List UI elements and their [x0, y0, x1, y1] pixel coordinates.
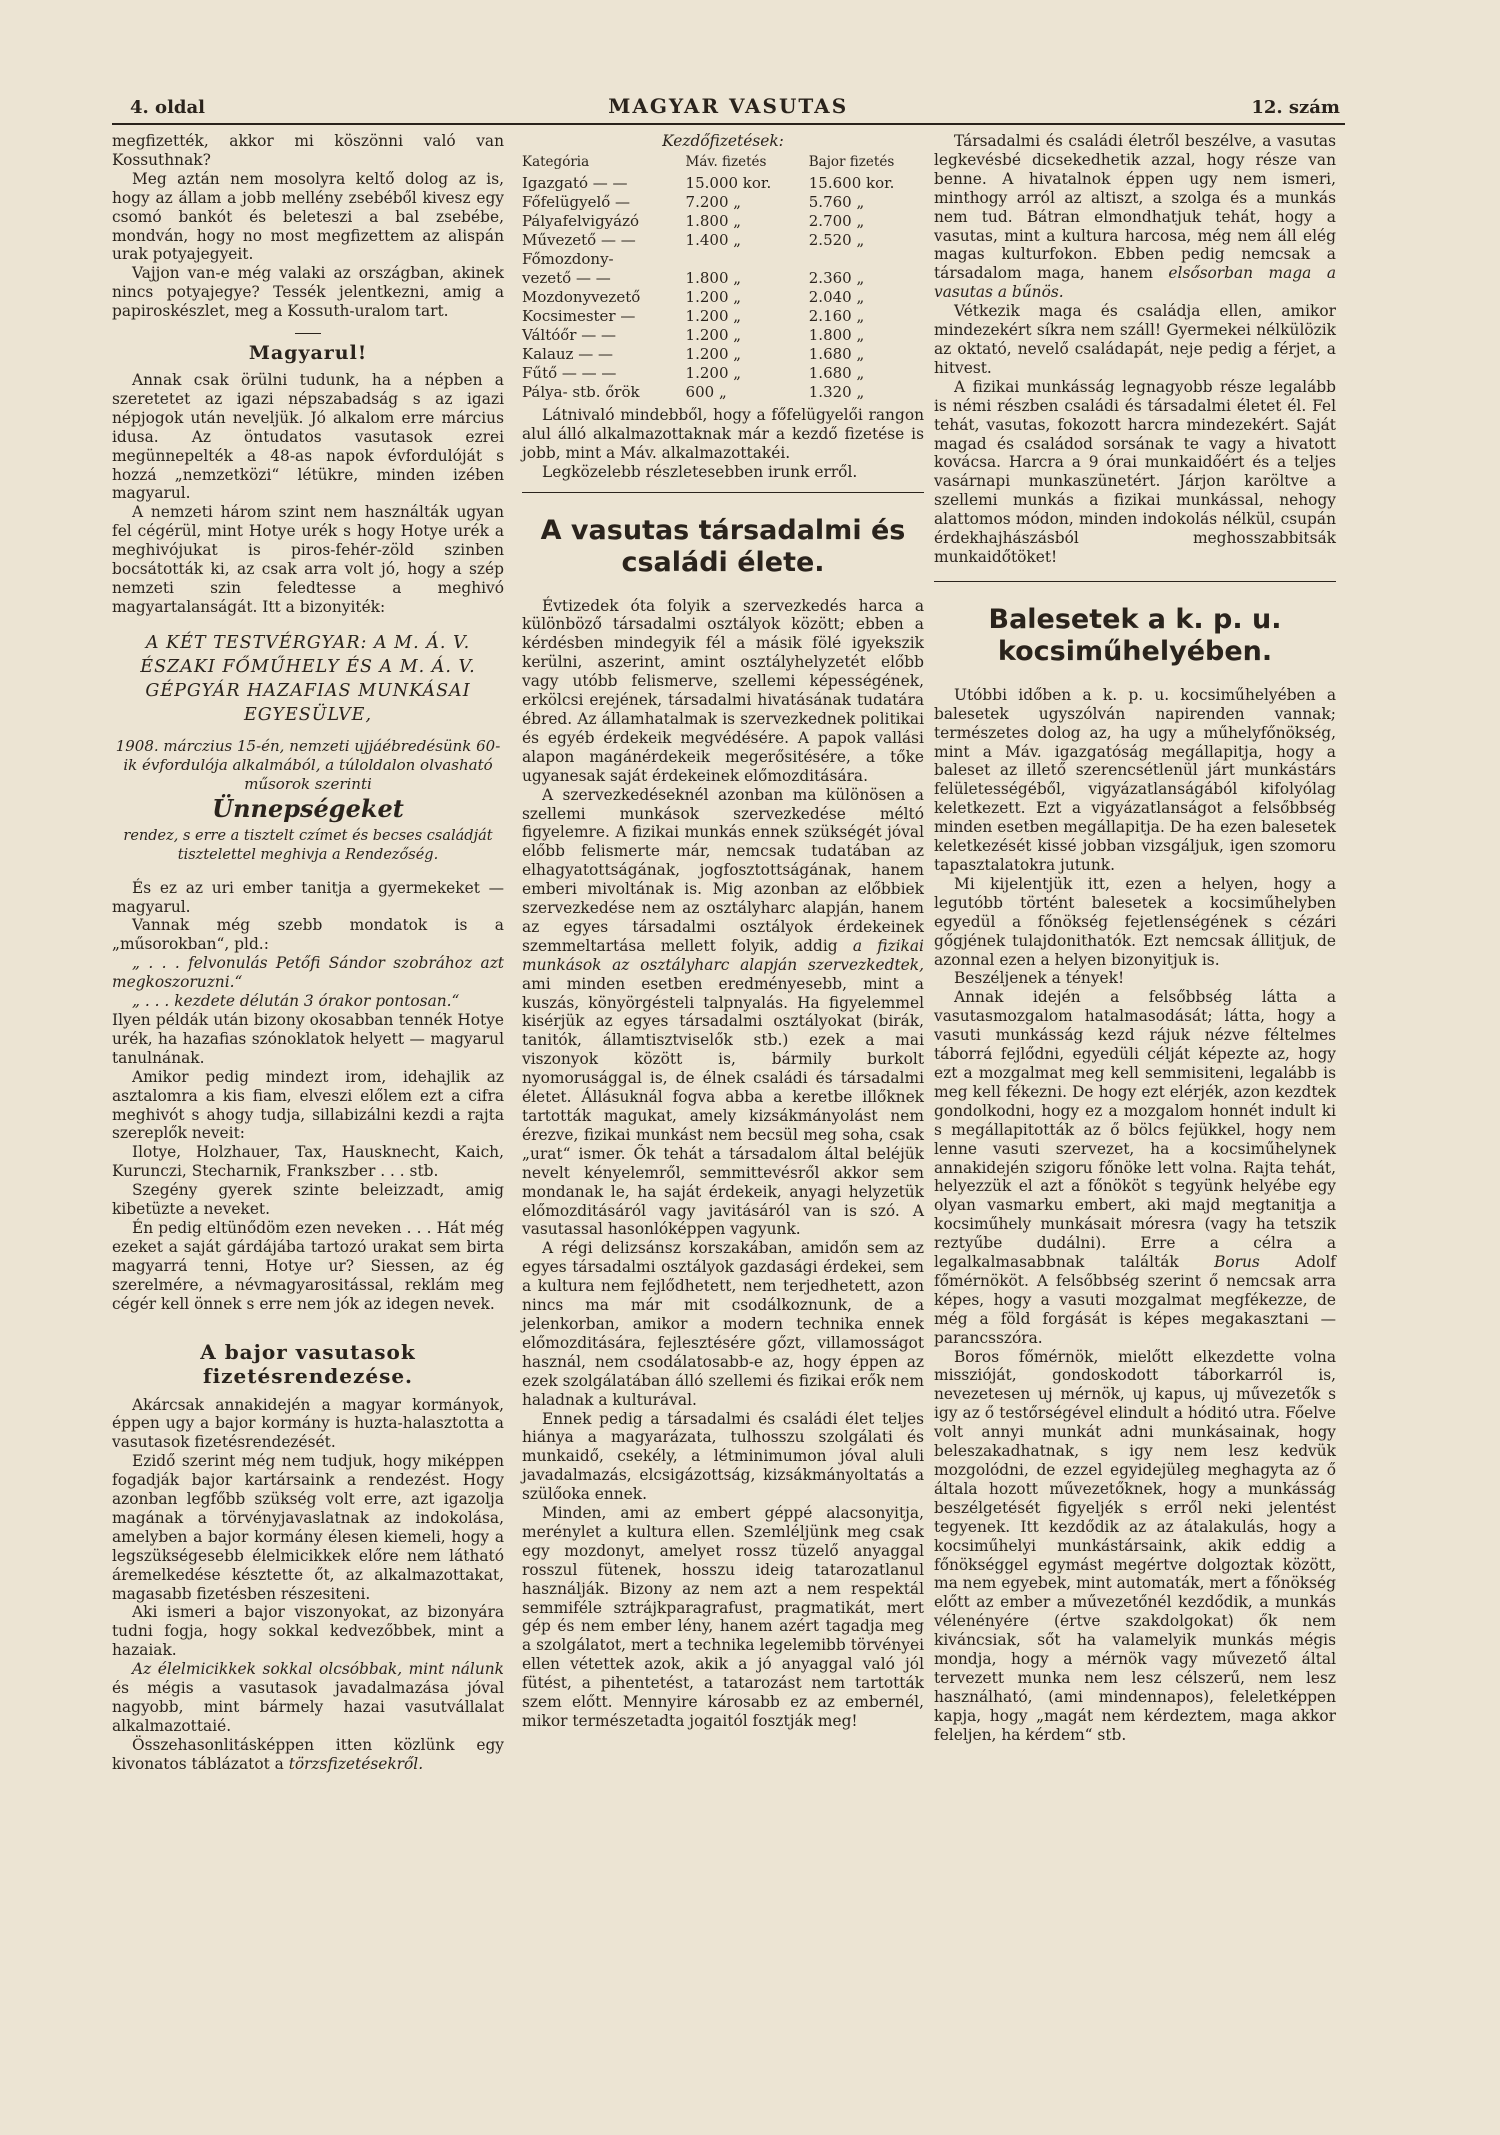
category-cell: Pálya- stb. őrök: [522, 382, 640, 401]
text-run: Annak idején a felsőbbség látta a vasutasmozgalom hatalmasodását; látta, hogy a vasuti munkásság kezd rájuk nézve féltelmes táborrá fejlődni, egyedüli célját képezte az, hogy ezt a mozgalmat meg kell semmisiteni, legalább is meg kell fékezni. De hogy ezt elérjék, azon kezdtek gondolkodni, hogy ez a mozgalom honnét indult ki s megállapitották az ő bölcs fejükkel, hogy nem lenne vasuti szervezet, ha a kocsiműhelynek annakidején szigoru főnöke lett volna. Rajta tehát, helyezzük el azt a főnököt s tegyünk helyébe egy olyan vasmarku embert, aki majd megtanitja a kocsiműhely munkásait móresra (vagy ha tetszik reztyűbe dudálni). Erre a célra a legalkalmasabbnak találták: [934, 988, 1336, 1272]
table-row: [522, 364, 924, 383]
mav-salary-cell: 1.200 „: [685, 287, 742, 306]
category-cell: Főmozdony-: [522, 249, 614, 268]
paragraph: A fizikai munkásság legnagyobb része legalább is némi részben családi és társadalmi életet él. Fel tehát, vasutas, fokozott harcra mindezekért. Saját magad és családod sorsának te vagy a hivatott kovácsa. Harcra a 9 órai munkaidőért és a teljes vasárnapi munkaszünetért. Járjon karöltve a szellemi munkás a fizikai munkással, nehogy alattomos módon, minden indokolás nélkül, csupán érdekhajhászásból meghosszabbitsák munkaidőtöket!: [934, 377, 1336, 566]
column-header: Bajor fizetés: [808, 153, 895, 170]
paragraph: [112, 1660, 504, 1736]
mav-salary-cell: 1.200 „: [685, 306, 742, 325]
paragraph: Amikor pedig mindezt irom, idehajlik az asztalomra a kis fiam, elveszi előlem ezt a cifra meghivót s ahogy tudja, sillabizálni kezdi a rajta szereplők neveit:: [112, 1067, 504, 1143]
category-cell: Mozdonyvezető: [522, 287, 641, 306]
paragraph: [112, 1736, 504, 1774]
table-row: [522, 231, 924, 250]
column-header: Kategória: [522, 153, 590, 170]
table-body: [522, 174, 924, 402]
bajor-salary-cell: 1.680 „: [808, 344, 865, 363]
divider: [522, 492, 924, 493]
paragraph: Vajjon van-e még valaki az országban, akinek nincs potyajegye? Tessék jelentkezni, amig a papiroskészlet, meg a Kossuth-uralom tart.: [112, 264, 504, 321]
invitation-title: A KÉT TESTVÉRGYAR: A M. Á. V. ÉSZAKI FŐMŰHELY ÉS A M. Á. V. GÉPGYÁR HAZAFIAS MUNKÁSAI EGYESÜLVE,: [140, 632, 476, 725]
paragraph: Aki ismeri a bajor viszonyokat, az bizonyára tudni fogja, hogy sokkal kedvezőbbek, mint a hazaiak.: [112, 1603, 504, 1660]
bajor-salary-cell: 15.600 kor.: [808, 173, 895, 192]
table-row: [522, 269, 924, 288]
category-cell: Kalauz — —: [522, 344, 613, 363]
bajor-salary-cell: 5.760 „: [808, 192, 865, 211]
table-row: [522, 288, 924, 307]
table-row: [522, 174, 924, 193]
column-2: [522, 132, 924, 1731]
invitation-text: 1908. márczius 15-én, nemzeti ujjáébredésünk 60-ik évfordulója alkalmából, a túloldalon olvasható műsorok szerinti: [115, 736, 501, 793]
paragraph: Vannak még szebb mondatok is a „műsorokban“, pld.:: [112, 916, 504, 954]
emphasis: Az élelmicikkek sokkal olcsóbbak, mint nálunk: [132, 1660, 504, 1679]
text-run: és mégis a vasutasok javadalmazása jóval nagyobb, mint bármely hazai vasutvállalat alkalmazottaié.: [112, 1679, 504, 1735]
emphasis: a fizikai munkások az osztályharc alapján szervezkedtek,: [522, 936, 924, 974]
table-row: [522, 212, 924, 231]
divider: [295, 333, 321, 334]
text-run: Adolf főmérnököt. A felsőbbség szerint ő nemcsak arra képes, hogy a vasuti mozgalmat megfékezze, de még a föld forgását is képes megakasztani — parancsszóra.: [934, 1253, 1336, 1347]
column-3: [934, 132, 1336, 1745]
paragraph: Ilotye, Holzhauer, Tax, Hausknecht, Kaich, Kurunczi, Stecharnik, Frankszber . . . stb.: [112, 1143, 504, 1181]
paragraph: Legközelebb részletesebben irunk erről.: [542, 462, 858, 481]
emphasis: törzsfizetésekről.: [288, 1754, 424, 1773]
bajor-salary-cell: 2.040 „: [808, 287, 865, 306]
paragraph: Utóbbi időben a k. p. u. kocsiműhelyében a balesetek ugyszólván napirenden vannak; természetes dolog az, ha ugy a műhelyfőnökség, mint a Máv. igazgatóság megállapitja, hogy a baleset az illető szerencsétlenül járt munkástárs felületességéből, vigyázatlanságából kifolyólag keletkezett. Ezt a vigyázatlanságot a felsőbbség minden esetben megállapitja. De ha ezen balesetek keletkezését kissé jobban vizsgáljuk, igen szomoru tapasztalatokra jutunk.: [934, 685, 1336, 874]
newspaper-title: MAGYAR VASUTAS: [608, 94, 849, 118]
paragraph: A régi delizsánsz korszakában, amidőn sem az egyes társadalmi osztályok gazdasági érdekei, sem a kultura nem fejlődhetett, nem terjedhetett, azon nincs ma már mit csodálkoznunk, de a jelenkorban, amikor a modern technika ennek előmozditására, fejlesztésére gőzt, villamosságot használ, nem csodálatosabb-e az, hogy éppen az ezek szolgálatában álló szellemi és fizikai erők nem haladnak a kulturával.: [522, 1239, 924, 1409]
paragraph: [934, 132, 1336, 302]
bajor-salary-cell: 1.320 „: [808, 382, 865, 401]
mav-salary-cell: 7.200 „: [685, 192, 742, 211]
mav-salary-cell: 1.200 „: [685, 325, 742, 344]
table-row: [522, 193, 924, 212]
table-row: [522, 383, 924, 402]
mav-salary-cell: 600 „: [685, 382, 727, 401]
bajor-salary-cell: 2.700 „: [808, 211, 865, 230]
page-header: [130, 94, 1340, 118]
paragraph: Szegény gyerek szinte beleizzadt, amig kibetüzte a neveket.: [112, 1181, 504, 1219]
salary-table: [522, 153, 924, 402]
category-cell: Igazgató — —: [522, 173, 628, 192]
mav-salary-cell: 1.800 „: [685, 268, 742, 287]
paragraph: megfizették, akkor mi köszönni való van Kossuthnak?: [112, 132, 504, 169]
bajor-salary-cell: 2.520 „: [808, 230, 865, 249]
quote: „ . . . kezdete délután 3 órakor pontosan.“: [132, 992, 460, 1011]
category-cell: Kocsimester —: [522, 306, 636, 325]
issue-number: 12. szám: [1251, 97, 1340, 118]
mav-salary-cell: [678, 250, 801, 269]
paragraph: Meg aztán nem mosolyra keltő dolog az is, hogy az állam a jobb mellény zsebéből kivesz egy csomó bankót és beleteszi a bal zsebébe, mondván, hogy no most megfizettem az alispán urak potyajegyeit.: [112, 169, 504, 264]
paragraph: Vétkezik maga és családja ellen, amikor mindezekért síkra nem száll! Gyermekei nélkülözik az oktató, nevelő családapát, neje pedig a férjet, a hitvest.: [934, 302, 1336, 377]
divider: [934, 581, 1336, 582]
paragraph: Beszéljenek a tények!: [954, 969, 1125, 988]
mav-salary-cell: 1.400 „: [685, 230, 742, 249]
headline-balesetek: Balesetek a k. p. u. kocsiműhelyében.: [988, 603, 1282, 667]
emphasis: elsősorban maga a vasutas a bűnös.: [934, 264, 1336, 302]
paragraph: Ilyen példák után bizony okosabban tennék Hotye urék, ha hazafias szónoklatok helyett — magyarul tanulnának.: [112, 1011, 504, 1067]
table-caption: Kezdőfizetések:: [662, 132, 784, 150]
paragraph: Én pedig eltünődöm ezen neveken . . . Hát még ezeket a saját gárdájába tartozó urakat sem birta magyarrá tenni, Hotye ur? Siessen, az ég szerelmére, a névmagyarositással, reklám meg cégér kell önnek s erre nem jók az idegen nevek.: [112, 1218, 504, 1313]
category-cell: vezető — —: [522, 268, 611, 287]
table-row: [522, 307, 924, 326]
paragraph: [522, 786, 924, 1240]
category-cell: Pályafelvigyázó: [522, 211, 640, 230]
quote: „ . . . felvonulás Petőfi Sándor szobrához azt megkoszoruzni.“: [112, 954, 504, 992]
category-cell: Fűtő — — —: [522, 363, 617, 382]
paragraph: [934, 988, 1336, 1347]
mav-salary-cell: 1.800 „: [685, 211, 742, 230]
column-1: [112, 132, 504, 1774]
paragraph: Évtizedek óta folyik a szervezkedés harca a különböző társadalmi osztályok között; ebben a kérdésben mindegyik fél a másik fölé igyekszik kerülni, aszerint, amint osztályhelyzetét előbb vagy utóbb felismerve, szellemi képességének, erkölcsi erejének, társadalmi hivatásának tudatára ébred. Az államhatalmak is szervezkednek politikai és egyéb érdekeik megvédésére. A papok vallási alapon magánérdekeik megerősitésére, a tőke ugyanesak saját érdekeinek előmozditására.: [522, 596, 924, 785]
paragraph: Akárcsak annakidején a magyar kormányok, éppen ugy a bajor kormány is huzta-halasztotta a vasutasok fizetésrendezését.: [112, 1395, 504, 1452]
text-run: A szervezkedéseknél azonban ma különösen a szellemi munkások szervezkedése méltó figyelemre. A fizikai munkás ennek szükségét jóval előbb felismerte már, nemcsak tudatában az elhagyatottságának, jogfosztottságának, hanem emberi mivoltának is. Mig azonban az előbbiek szervezkedése nem az osztályharc alapján, hanem az egyes társadalmi osztályok érdekeinek szemmeltartása mellett folyik, addig: [522, 785, 924, 955]
emphasis: Borus: [1214, 1253, 1260, 1272]
table-row: [522, 250, 924, 269]
table-row: [522, 326, 924, 345]
paragraph: Ezidő szerint még nem tudjuk, hogy miképpen fogadják bajor kartársaink a rendezést. Hogy azonban legfőbb szükség volt erre, azt igazolja magának a törvényjavaslatnak az indokolása, amelyben a bajor kormány élesen kiemeli, hogy a legszükségesebb élelmicikkek előre nem látható áremelkedése késztette őt, az alkalmazottakat, magasabb fizetésben részesiteni.: [112, 1452, 504, 1603]
category-cell: Művezető — —: [522, 230, 636, 249]
headline-bajor: A bajor vasutasok fizetésrendezése.: [200, 1339, 416, 1388]
bajor-salary-cell: 2.360 „: [808, 268, 865, 287]
invitation-closing: rendez, s erre a tisztelt czímet és becses családját tisztelettel meghivja a Rendezőség.: [123, 827, 493, 863]
mav-salary-cell: 1.200 „: [685, 363, 742, 382]
headline-vasutas: A vasutas társadalmi és családi élete.: [540, 514, 906, 578]
bajor-salary-cell: [801, 250, 924, 269]
bajor-salary-cell: 1.680 „: [808, 363, 865, 382]
mav-salary-cell: 15.000 kor.: [685, 173, 772, 192]
header-rule: [112, 123, 1345, 125]
category-cell: Főfelügyelő —: [522, 192, 631, 211]
bajor-salary-cell: 1.800 „: [808, 325, 865, 344]
paragraph: És ez az uri ember tanitja a gyermekeket — magyarul.: [112, 878, 504, 916]
paragraph: Mi kijelentjük itt, ezen a helyen, hogy a legutóbb történt balesetek a kocsiműhelyben egyedül a főnökség fejetlenségének s cézári gőgjének tulajdonithatók. Ezt nemcsak állitjuk, de azonnal ezen a helyen bizonyitjuk is.: [934, 874, 1336, 969]
category-cell: Váltóőr — —: [522, 325, 616, 344]
text-run: Összehasonlitásképpen itten közlünk egy kivonatos táblázatot a: [112, 1735, 504, 1773]
text-run: ami minden esetben eredményesebb, mint a kuszás, könyörgésteli talpnyalás. Ha figyelemmel kisérjük az egyes társadalmi osztályokat (birák, tanitók, államtisztviselők stb.) ezek a mai viszonyok között is, bármily burkolt nyomorusággal is, de élnek családi és társadalmi életet. Állásuknál fogva abba a keretbe illőknek tartották magukat, amely kizsákmányolást nem érezve, fizikai munkást nem becsül meg soha, csak „urat“ ismer. Ők tehát a társadalom által beléjük nevelt kényelemről, semmittevésről akkor sem mondanak le, ha saját érdekeik, anyagi helyzetük előmozditásáról vagy javitásáról van is szó. A vasutassal hasonlóképpen vagyunk.: [522, 974, 924, 1239]
paragraph: Boros főmérnök, mielőtt elkezdette volna misszióját, gondoskodott táborkarról is, nevezetesen uj mérnök, uj kapus, uj művezetők s igy az ő testőrségével elindult a hóditó utra. Főelve volt annyi munkát adni munkásainak, hogy beleszakadhatnak, s igy nem lesz kedvük mozgolódni, de ezzel egyidejüleg meghagyta az ő általa hozott művezetőknek, hogy a munkásság beszélgetését figyeljék s erről neki jelentést tegyenek. Itt kezdődik az az átalakulás, hogy a kocsiműhelyi munkástársaink, akik eddig a főnökséggel egymást megértve dolgoztak között, ma nem egyebek, mint automaták, mert a főnökség előtt az ember a művezetőnél kezdődik, a munkás vélenényére (értve szakdolgokat) ők nem kiváncsiak, sőt ha valamelyik munkás mégis mondja, hogy a mérnök vagy művezető által tervezett munka nem lesz célszerű, nem lesz használható, (ami mindennapos), feleletképpen kapja, hogy „magát nem kérdeztem, maga akkor feleljen, ha kérdem“ stb.: [934, 1347, 1336, 1744]
mav-salary-cell: 1.200 „: [685, 344, 742, 363]
column-header: Máv. fizetés: [685, 153, 767, 170]
paragraph: Annak csak örülni tudunk, ha a népben a szeretetet az igazi népszabadság s az igazi népjogok után neveljük. Jó alkalom erre március idusa. Az öntudatos vasutasok ezrei megünnepelték a 48-as napok évfordulóját s hozzá „nemzetközi“ létükre, minden izében magyarul.: [112, 370, 504, 503]
bajor-salary-cell: 2.160 „: [808, 306, 865, 325]
headline-magyarul: Magyarul!: [248, 342, 368, 365]
page-number: 4. oldal: [130, 97, 205, 118]
paragraph: Ennek pedig a társadalmi és családi élet teljes hiánya a magyarázata, tulhosszu szolgálati és munkaidő, csekély, a létminimumon jóval aluli javadalmazás, elcsigázottság, kizsákmányoltatás a szülőoka ennek.: [522, 1409, 924, 1504]
table-header-row: [522, 153, 924, 174]
paragraph: A nemzeti három szint nem használták ugyan fel cégérül, mint Hotye urék s hogy Hotye urék a meghivójukat is piros-fehér-zöld szinben bocsátották ki, az csak arra volt jó, hogy a szép nemzeti szin feledtesse a meghivó magyartalanságát. Itt a bizonyiték:: [112, 503, 504, 616]
table-row: [522, 345, 924, 364]
invitation-heading: Ünnepségeket: [212, 793, 404, 823]
paragraph: Látnivaló mindebből, hogy a főfelügyelői rangon alul álló alkalmazottaknak már a kezdő fizetése is jobb, mint a Máv. alkalmazottakéi.: [522, 405, 924, 462]
text-run: Társadalmi és családi életről beszélve, a vasutas legkevésbé dicsekedhetik azzal, hogy része van benne. A hivatalnok éppen ugy nem ismeri, minthogy arról az altiszt, a szolga és a munkás nem tud. Bátran elmondhatjuk tehát, hogy a vasutas, mint a kultura harcosa, még nem áll elég magas kulturfokon. Ebben pedig nemcsak a társadalom maga, hanem: [934, 132, 1336, 283]
paragraph: Minden, ami az embert géppé alacsonyitja, merénylet a kultura ellen. Szemléljünk meg csak egy mozdonyt, amelyet rossz tüzelő anyaggal rosszul fütenek, hosszu ideig tatarozatlanul használják. Bizony az nem azt a nem respektál semmiféle sztrájkparagrafust, pragmatikát, mert gép és nem ember lény, hanem azért tagadja meg a szolgálatot, mert a technika legelemibb törvényei ellen vétettek azok, akik a jó anyaggal való jól fütést, a pihentetést, a tatarozást nem tartották szem előtt. Mennyire károsabb ez az embernél, mikor természetadta jogaitól fosztják meg!: [522, 1504, 924, 1730]
